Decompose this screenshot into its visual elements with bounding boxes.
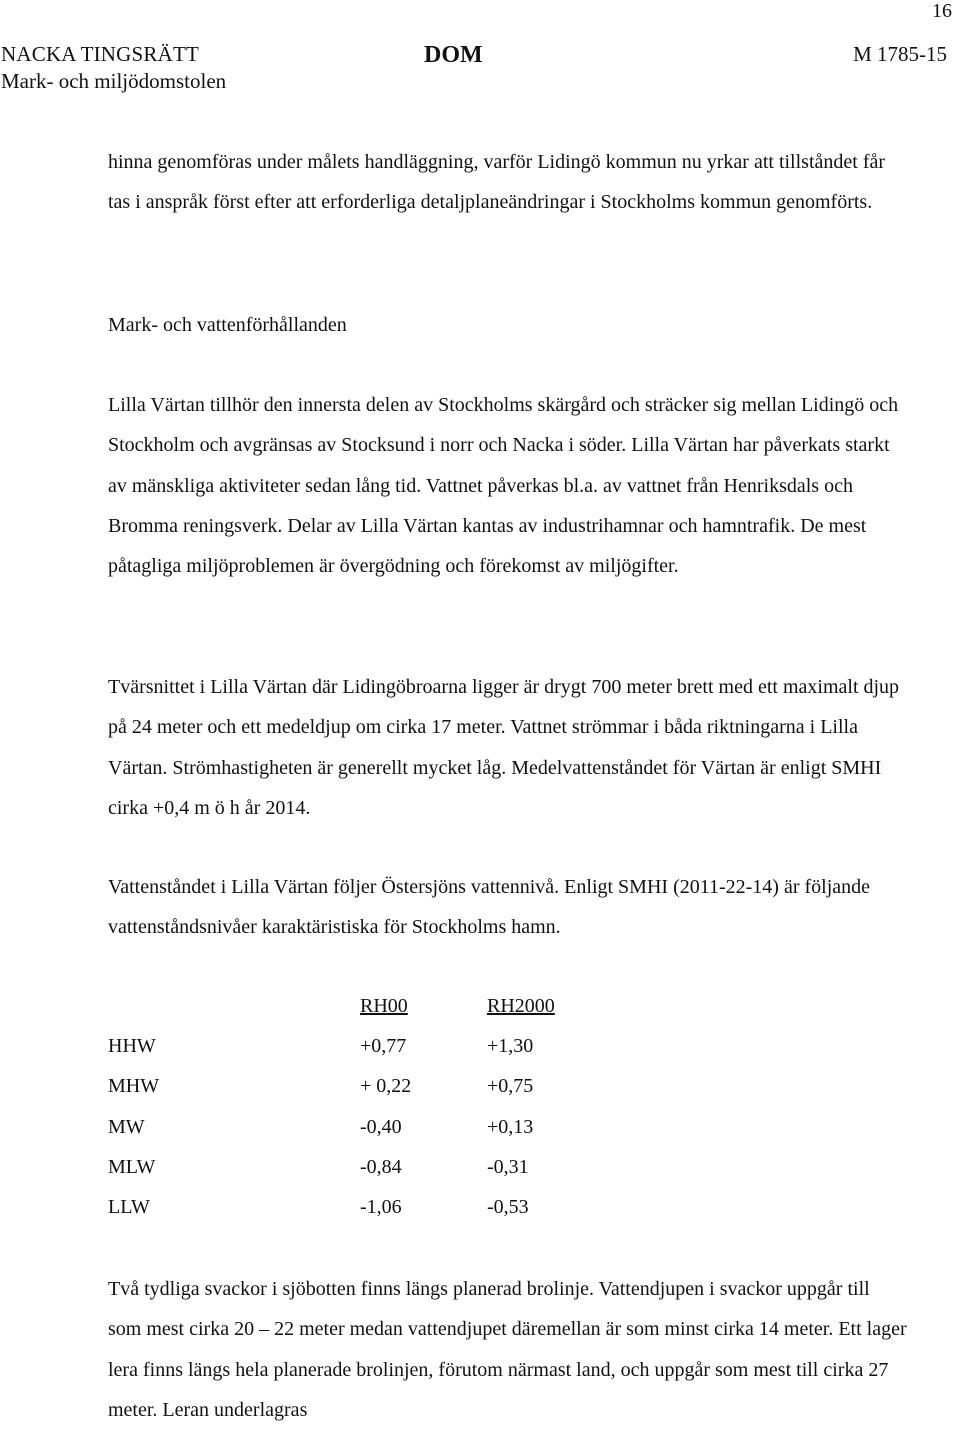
case-number: M 1785-15 [853, 42, 947, 66]
table-header-blank [108, 986, 360, 1026]
level-rh2000: +1,30 [487, 1034, 534, 1057]
page-number: 16 [932, 0, 952, 22]
level-label: MW [108, 1115, 145, 1138]
table-header-rh00: RH00 [360, 994, 408, 1017]
paragraph: hinna genomföras under målets handläggning, varför Lidingö kommun nu yrkar att tillståndet får tas i anspråk först efter att erforderliga detaljplaneändringar i Stockholms kommun genomförts. [108, 151, 886, 214]
table-row [108, 1067, 607, 1107]
table-row [108, 1147, 607, 1187]
paragraph: Tvärsnittet i Lilla Värtan där Lidingöbroarna ligger är drygt 700 meter brett med ett maximalt djup på 24 meter och ett medeldjup om cirka 17 meter. Vattnet strömmar i båda riktningarna i Lilla Värtan. Strömhastigheten är generellt mycket låg. Medelvattenståndet för Värtan är enligt SMHI cirka +0,4 m ö h år 2014. [108, 676, 900, 819]
level-rh00: -0,40 [360, 1115, 402, 1138]
level-rh2000: +0,13 [487, 1115, 534, 1138]
level-rh00: -1,06 [360, 1196, 402, 1219]
court-division: Mark- och miljödomstolen [1, 69, 227, 93]
table-row [108, 1107, 607, 1147]
court-name: NACKA TINGSRÄTT [1, 42, 200, 66]
level-label: MLW [108, 1155, 156, 1178]
level-rh2000: -0,31 [487, 1155, 529, 1178]
paragraph: Två tydliga svackor i sjöbotten finns längs planerad brolinje. Vattendjupen i svackor uppgår till som mest cirka 20 – 22 meter medan vattendjupet däremellan är som minst cirka 14 meter. Ett lager lera finns längs hela planerade brolinjen, förutom närmast land, och uppgår som mest till cirka 27 meter. Leran underlagras [108, 1278, 907, 1421]
level-rh00: + 0,22 [360, 1075, 412, 1098]
table-header-rh2000: RH2000 [487, 994, 555, 1017]
level-rh2000: -0,53 [487, 1196, 529, 1219]
water-level-table [108, 986, 607, 1228]
paragraph: Vattenståndet i Lilla Värtan följer Östersjöns vattennivå. Enligt SMHI (2011-22-14) är följande vattenståndsnivåer karaktäristiska för Stockholms hamn. [108, 876, 871, 939]
table-header-row [108, 986, 607, 1026]
paragraph: Lilla Värtan tillhör den innersta delen av Stockholms skärgård och sträcker sig mellan Lidingö och Stockholm och avgränsas av Stocksund i norr och Nacka i söder. Lilla Värtan har påverkats starkt av mänskliga aktiviteter sedan lång tid. Vattnet påverkas bl.a. av vattnet från Henriksdals och Bromma reningsverk. Delar av Lilla Värtan kantas av industrihamnar och hamntrafik. De mest påtagliga miljöproblemen är övergödning och förekomst av miljögifter. [108, 394, 899, 578]
section-heading: Mark- och vattenförhållanden [108, 314, 347, 336]
level-rh00: +0,77 [360, 1034, 407, 1057]
table-row [108, 1187, 607, 1227]
level-rh00: -0,84 [360, 1155, 402, 1178]
level-label: LLW [108, 1196, 150, 1219]
level-label: HHW [108, 1034, 156, 1057]
level-rh2000: +0,75 [487, 1075, 534, 1098]
level-label: MHW [108, 1075, 160, 1098]
table-row [108, 1026, 607, 1066]
document-type: DOM [424, 42, 483, 68]
